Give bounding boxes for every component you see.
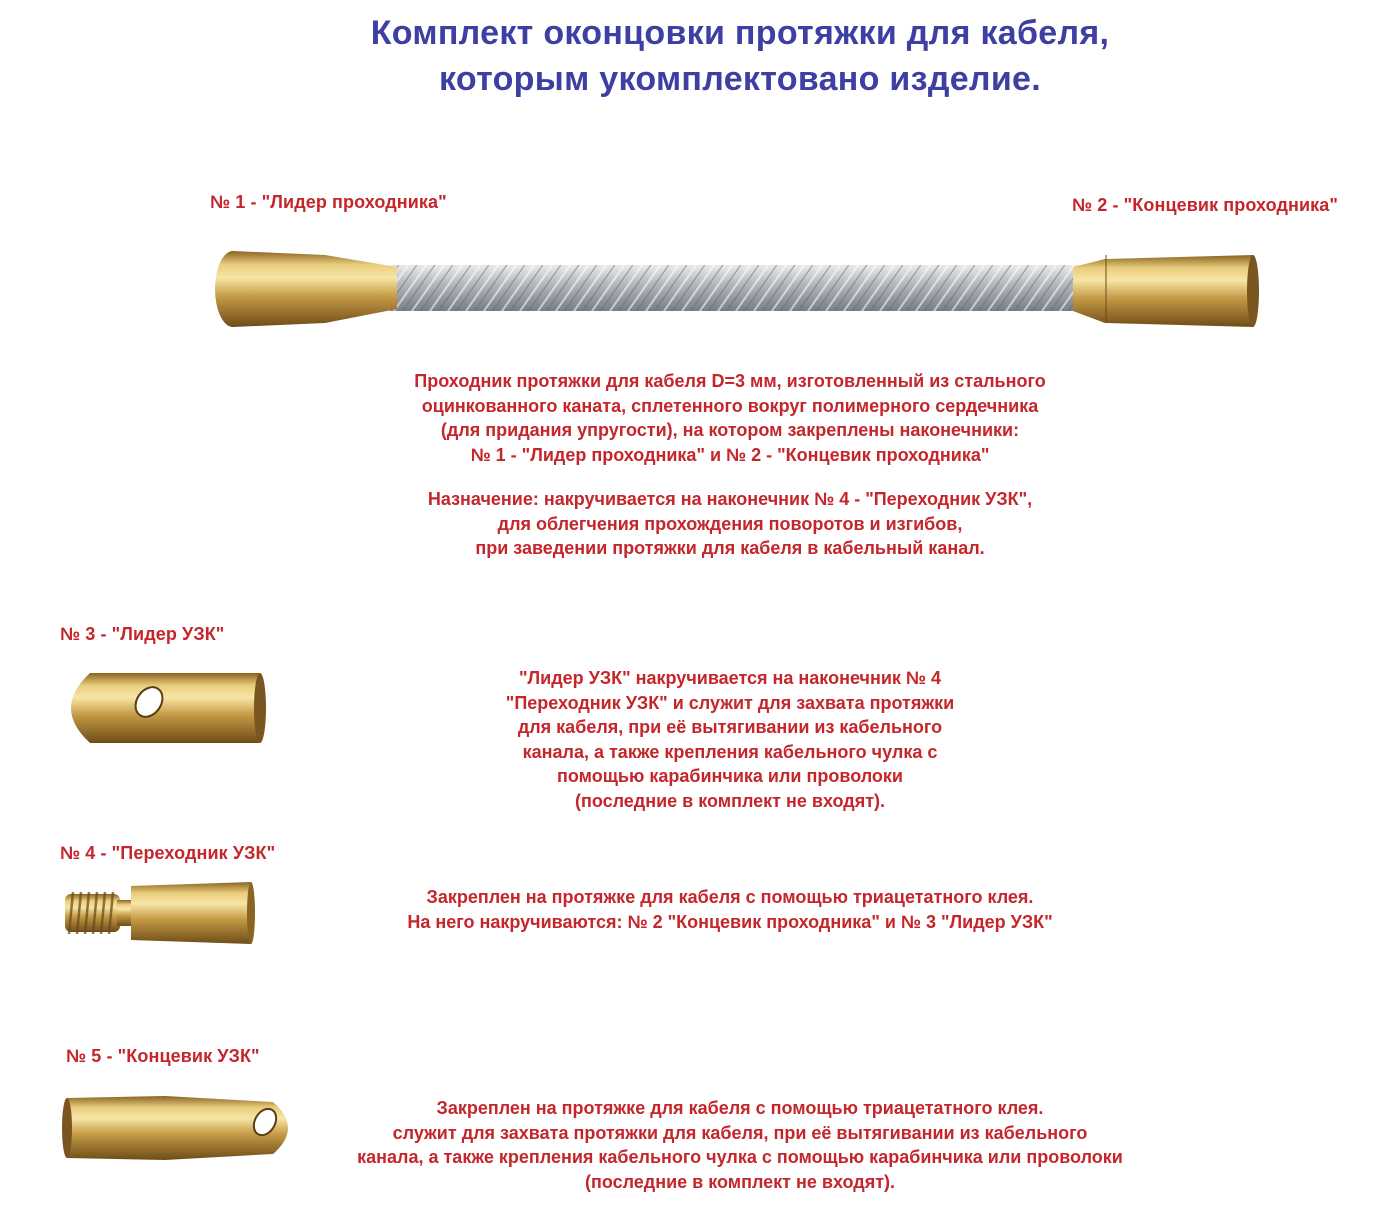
text-line: На него накручиваются: № 2 "Концевик проходника" и № 3 "Лидер УЗК" bbox=[407, 911, 1053, 932]
text-line: № 1 - "Лидер проходника" и № 2 - "Концевик проходника" bbox=[470, 444, 990, 465]
part-3-label: № 3 - "Лидер УЗК" bbox=[60, 624, 225, 644]
end-uzk-image bbox=[55, 1088, 305, 1168]
leader-tip-image bbox=[215, 251, 397, 327]
end-tip-image bbox=[1073, 255, 1259, 327]
conductor-image bbox=[205, 245, 1270, 335]
part-5-label: № 5 - "Концевик УЗК" bbox=[66, 1046, 260, 1066]
part-2-label: № 2 - "Концевик проходника" bbox=[1072, 195, 1339, 215]
text-line: (последние в комплект не входят). bbox=[574, 790, 886, 811]
thread bbox=[65, 892, 120, 934]
text-line: Проходник протяжки для кабеля D=3 мм, изготовленный из стального bbox=[414, 371, 1046, 391]
text-line: для кабеля, при её вытягивании из кабельного bbox=[517, 717, 943, 737]
text-line: при заведении протяжки для кабеля в кабельный канал. bbox=[475, 538, 985, 558]
text-line: канала, а также крепления кабельного чулка с bbox=[522, 741, 938, 762]
adapter-uzk-description bbox=[330, 885, 1130, 934]
part-4-label: № 4 - "Переходник УЗК" bbox=[60, 843, 276, 863]
text-line: "Переходник УЗК" и служит для захвата протяжки bbox=[505, 692, 955, 713]
end-uzk-description bbox=[290, 1096, 1190, 1194]
conductor-description bbox=[330, 369, 1130, 467]
text-line: (для придания упругости), на котором закреплены наконечники: bbox=[440, 420, 1020, 440]
text-line: помощью карабинчика или проволоки bbox=[556, 766, 904, 786]
text-line: канала, а также крепления кабельного чулка с помощью карабинчика или проволоки bbox=[357, 1147, 1123, 1167]
title-line-2: которым укомплектовано изделие. bbox=[439, 60, 1041, 98]
text-line: служит для захвата протяжки для кабеля, при её вытягивании из кабельного bbox=[392, 1122, 1088, 1143]
text-line: "Лидер УЗК" накручивается на наконечник № 4 bbox=[519, 668, 941, 688]
page-title bbox=[0, 10, 1400, 102]
adapter-uzk-image bbox=[55, 878, 260, 948]
purpose-description bbox=[330, 487, 1130, 561]
text-line: (последние в комплект не входят). bbox=[584, 1171, 896, 1192]
steel-cable bbox=[390, 265, 1090, 311]
text-line: для облегчения прохождения поворотов и изгибов, bbox=[497, 513, 963, 534]
text-line: Закреплен на протяжке для кабеля с помощью триацетатного клея. bbox=[426, 887, 1034, 907]
leader-uzk-image bbox=[50, 665, 275, 750]
title-line-1: Комплект оконцовки протяжки для кабеля, bbox=[370, 14, 1110, 52]
text-line: Закреплен на протяжке для кабеля с помощью триацетатного клея. bbox=[436, 1098, 1044, 1118]
text-line: оцинкованного каната, сплетенного вокруг полимерного сердечника bbox=[421, 395, 1039, 416]
leader-uzk-description bbox=[380, 666, 1080, 813]
text-line: Назначение: накручивается на наконечник № 4 - "Переходник УЗК", bbox=[427, 489, 1033, 509]
part-1-label: № 1 - "Лидер проходника" bbox=[210, 192, 447, 212]
